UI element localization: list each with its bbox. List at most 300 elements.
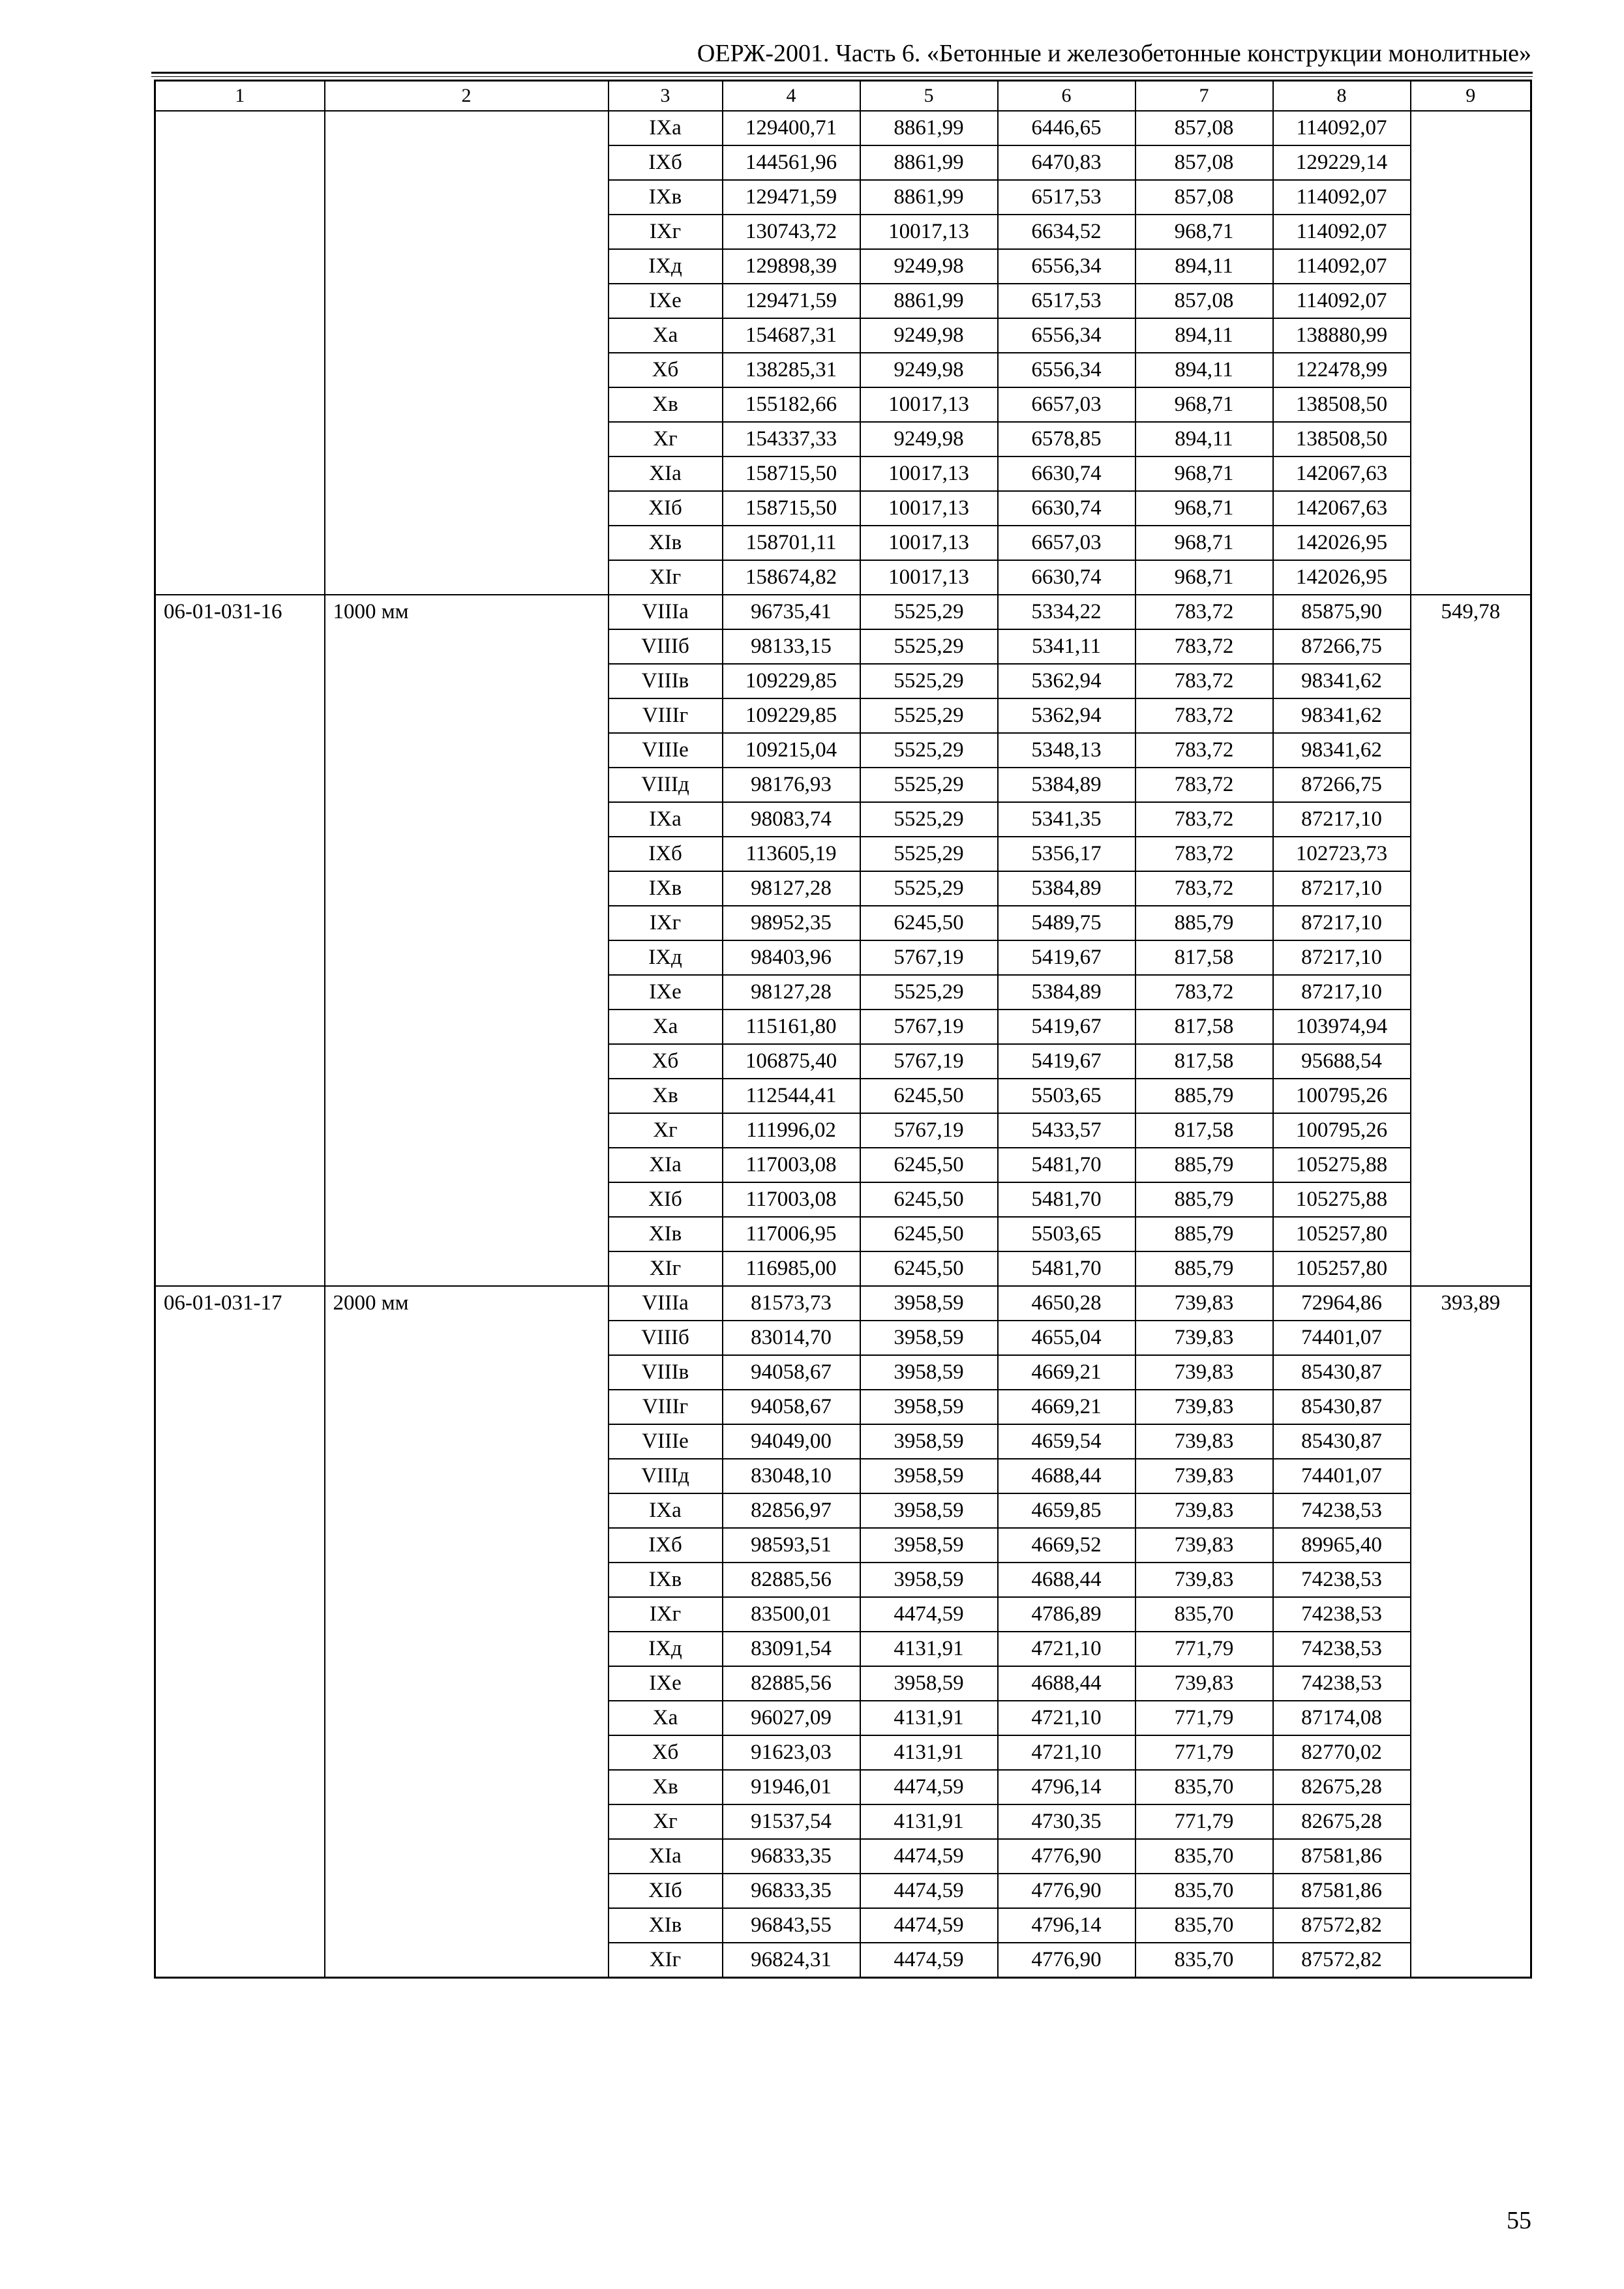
table-row (155, 1286, 1531, 1321)
value-cell: 5341,11 (998, 629, 1135, 664)
value-cell: 5767,19 (860, 1010, 998, 1044)
value-cell: 102723,73 (1273, 837, 1411, 871)
value-cell: 6657,03 (998, 387, 1135, 422)
zone-cell: IXa (609, 111, 723, 145)
value-cell: 4474,59 (860, 1908, 998, 1943)
value-cell: 74238,53 (1273, 1666, 1411, 1701)
value-cell: 5481,70 (998, 1182, 1135, 1217)
zone-cell: XIв (609, 1217, 723, 1251)
value-cell: 74238,53 (1273, 1632, 1411, 1666)
value-cell: 783,72 (1135, 629, 1273, 664)
value-cell: 5525,29 (860, 837, 998, 871)
value-cell: 87217,10 (1273, 906, 1411, 940)
value-cell: 72964,86 (1273, 1286, 1411, 1321)
zone-cell: IXб (609, 1528, 723, 1563)
zone-cell: VIIIд (609, 768, 723, 802)
value-cell: 98133,15 (723, 629, 860, 664)
value-cell: 885,79 (1135, 1182, 1273, 1217)
value-cell: 82885,56 (723, 1666, 860, 1701)
value-cell: 142067,63 (1273, 456, 1411, 491)
value-cell: 6556,34 (998, 318, 1135, 353)
value-cell: 87581,86 (1273, 1874, 1411, 1908)
value-cell: 94058,67 (723, 1390, 860, 1424)
value-cell: 98127,28 (723, 975, 860, 1010)
zone-cell: IXa (609, 1493, 723, 1528)
value-cell: 885,79 (1135, 1148, 1273, 1182)
value-cell: 10017,13 (860, 456, 998, 491)
column-number-cell: 8 (1273, 81, 1411, 112)
zone-cell: Xб (609, 1044, 723, 1079)
value-cell: 4776,90 (998, 1943, 1135, 1978)
value-cell: 968,71 (1135, 560, 1273, 595)
value-cell: 4721,10 (998, 1735, 1135, 1770)
zone-cell: IXб (609, 837, 723, 871)
value-cell: 83014,70 (723, 1321, 860, 1355)
value-cell: 10017,13 (860, 526, 998, 560)
value-cell: 138880,99 (1273, 318, 1411, 353)
zone-cell: IXa (609, 802, 723, 837)
zone-cell: VIIIв (609, 664, 723, 698)
value-cell: 8861,99 (860, 145, 998, 180)
value-cell: 4688,44 (998, 1563, 1135, 1597)
table-row (155, 595, 1531, 629)
value-cell: 4655,04 (998, 1321, 1135, 1355)
value-cell: 4796,14 (998, 1770, 1135, 1804)
value-cell: 87217,10 (1273, 940, 1411, 975)
value-cell: 83048,10 (723, 1459, 860, 1493)
value-cell: 783,72 (1135, 768, 1273, 802)
value-cell: 9249,98 (860, 249, 998, 284)
value-cell: 5348,13 (998, 733, 1135, 768)
value-cell: 6634,52 (998, 215, 1135, 249)
zone-cell: XIa (609, 1839, 723, 1874)
value-cell: 4669,21 (998, 1355, 1135, 1390)
value-cell: 96843,55 (723, 1908, 860, 1943)
zone-cell: XIв (609, 1908, 723, 1943)
value-cell: 739,83 (1135, 1390, 1273, 1424)
value-cell: 129229,14 (1273, 145, 1411, 180)
value-cell: 106875,40 (723, 1044, 860, 1079)
column-number-cell: 1 (155, 81, 325, 112)
value-cell: 5489,75 (998, 906, 1135, 940)
value-cell: 6245,50 (860, 1079, 998, 1113)
value-cell: 739,83 (1135, 1666, 1273, 1701)
value-cell: 109229,85 (723, 698, 860, 733)
value-cell: 885,79 (1135, 1217, 1273, 1251)
value-cell: 154337,33 (723, 422, 860, 456)
value-cell: 142026,95 (1273, 526, 1411, 560)
value-cell: 6517,53 (998, 284, 1135, 318)
value-cell: 114092,07 (1273, 249, 1411, 284)
item-code-cell: 06-01-031-16 (155, 595, 325, 1286)
value-cell: 129471,59 (723, 180, 860, 215)
value-cell: 5419,67 (998, 1010, 1135, 1044)
value-cell: 115161,80 (723, 1010, 860, 1044)
zone-cell: XIб (609, 1182, 723, 1217)
value-cell: 6446,65 (998, 111, 1135, 145)
zone-cell: VIIIв (609, 1355, 723, 1390)
value-cell: 4474,59 (860, 1874, 998, 1908)
table-row (155, 111, 1531, 145)
value-cell: 4776,90 (998, 1874, 1135, 1908)
value-cell: 96833,35 (723, 1874, 860, 1908)
zone-cell: IXд (609, 249, 723, 284)
value-cell: 857,08 (1135, 145, 1273, 180)
header-rule-thin (151, 76, 1533, 77)
value-cell: 87217,10 (1273, 975, 1411, 1010)
value-cell: 6578,85 (998, 422, 1135, 456)
value-cell: 771,79 (1135, 1701, 1273, 1735)
zone-cell: XIг (609, 1251, 723, 1286)
value-cell: 94049,00 (723, 1424, 860, 1459)
value-cell: 74238,53 (1273, 1597, 1411, 1632)
value-cell: 739,83 (1135, 1424, 1273, 1459)
item-name-cell: 1000 мм (325, 595, 609, 1286)
value-cell: 835,70 (1135, 1943, 1273, 1978)
value-cell: 158674,82 (723, 560, 860, 595)
value-cell: 4131,91 (860, 1632, 998, 1666)
value-cell: 155182,66 (723, 387, 860, 422)
value-cell: 105275,88 (1273, 1182, 1411, 1217)
value-cell: 857,08 (1135, 111, 1273, 145)
value-cell: 91946,01 (723, 1770, 860, 1804)
value-cell: 4796,14 (998, 1908, 1135, 1943)
value-cell: 5525,29 (860, 698, 998, 733)
value-cell: 6245,50 (860, 906, 998, 940)
value-cell: 5334,22 (998, 595, 1135, 629)
value-cell: 3958,59 (860, 1493, 998, 1528)
value-cell: 4474,59 (860, 1839, 998, 1874)
zone-cell: IXг (609, 1597, 723, 1632)
value-cell: 10017,13 (860, 215, 998, 249)
value-cell: 98176,93 (723, 768, 860, 802)
value-cell: 144561,96 (723, 145, 860, 180)
value-cell: 111996,02 (723, 1113, 860, 1148)
value-cell: 5525,29 (860, 975, 998, 1010)
value-cell: 6470,83 (998, 145, 1135, 180)
value-cell: 138508,50 (1273, 387, 1411, 422)
value-cell: 109215,04 (723, 733, 860, 768)
zone-cell: IXe (609, 1666, 723, 1701)
value-cell: 100795,26 (1273, 1113, 1411, 1148)
value-cell: 142026,95 (1273, 560, 1411, 595)
zone-cell: XIб (609, 491, 723, 526)
zone-cell: IXг (609, 906, 723, 940)
value-cell: 817,58 (1135, 1010, 1273, 1044)
value-cell: 87581,86 (1273, 1839, 1411, 1874)
value-cell: 894,11 (1135, 422, 1273, 456)
value-cell: 4131,91 (860, 1701, 998, 1735)
item-name-cell (325, 111, 609, 595)
column-number-cell: 5 (860, 81, 998, 112)
value-cell: 835,70 (1135, 1874, 1273, 1908)
value-cell: 117003,08 (723, 1148, 860, 1182)
zone-cell: Xв (609, 1079, 723, 1113)
value-cell: 783,72 (1135, 837, 1273, 871)
value-cell: 3958,59 (860, 1355, 998, 1390)
value-cell: 783,72 (1135, 664, 1273, 698)
value-cell: 96833,35 (723, 1839, 860, 1874)
value-cell: 96027,09 (723, 1701, 860, 1735)
column-number-cell: 6 (998, 81, 1135, 112)
value-cell: 98341,62 (1273, 733, 1411, 768)
value-cell: 82675,28 (1273, 1770, 1411, 1804)
value-cell: 783,72 (1135, 698, 1273, 733)
page-number: 55 (1507, 2207, 1531, 2234)
value-cell: 10017,13 (860, 491, 998, 526)
value-cell: 98403,96 (723, 940, 860, 975)
value-cell: 5525,29 (860, 802, 998, 837)
zone-cell: IXг (609, 215, 723, 249)
value-cell: 87572,82 (1273, 1943, 1411, 1978)
value-cell: 114092,07 (1273, 284, 1411, 318)
value-cell: 129898,39 (723, 249, 860, 284)
value-cell: 739,83 (1135, 1528, 1273, 1563)
value-cell: 109229,85 (723, 664, 860, 698)
zone-cell: XIг (609, 560, 723, 595)
value-cell: 98341,62 (1273, 698, 1411, 733)
value-cell: 835,70 (1135, 1770, 1273, 1804)
value-cell: 130743,72 (723, 215, 860, 249)
value-cell: 4776,90 (998, 1839, 1135, 1874)
column-number-cell: 2 (325, 81, 609, 112)
value-cell: 3958,59 (860, 1390, 998, 1424)
value-cell: 739,83 (1135, 1563, 1273, 1597)
value-cell: 739,83 (1135, 1321, 1273, 1355)
value-cell: 739,83 (1135, 1459, 1273, 1493)
value-cell: 8861,99 (860, 111, 998, 145)
value-cell: 783,72 (1135, 871, 1273, 906)
value-cell: 85430,87 (1273, 1355, 1411, 1390)
value-cell: 5362,94 (998, 698, 1135, 733)
value-cell: 158715,50 (723, 491, 860, 526)
value-cell: 6556,34 (998, 249, 1135, 284)
value-cell: 98341,62 (1273, 664, 1411, 698)
zone-cell: IXe (609, 284, 723, 318)
value-cell: 98593,51 (723, 1528, 860, 1563)
value-cell: 116985,00 (723, 1251, 860, 1286)
value-cell: 82675,28 (1273, 1804, 1411, 1839)
zone-cell: IXд (609, 940, 723, 975)
value-cell: 783,72 (1135, 802, 1273, 837)
value-cell: 968,71 (1135, 215, 1273, 249)
value-cell: 4474,59 (860, 1597, 998, 1632)
value-cell: 83091,54 (723, 1632, 860, 1666)
header-rule (151, 72, 1533, 74)
value-cell: 105257,80 (1273, 1251, 1411, 1286)
value-cell: 857,08 (1135, 180, 1273, 215)
value-cell: 105275,88 (1273, 1148, 1411, 1182)
value-cell: 5525,29 (860, 871, 998, 906)
zone-cell: IXв (609, 1563, 723, 1597)
zone-cell: Xг (609, 422, 723, 456)
zone-cell: VIIIa (609, 1286, 723, 1321)
zone-cell: VIIIб (609, 629, 723, 664)
table-body (155, 81, 1531, 1978)
value-cell: 5525,29 (860, 733, 998, 768)
value-cell: 91537,54 (723, 1804, 860, 1839)
page-header-title: ОЕРЖ-2001. Часть 6. «Бетонные и железобетонные конструкции монолитные» (697, 40, 1531, 67)
zone-cell: IXб (609, 145, 723, 180)
value-cell: 5767,19 (860, 1044, 998, 1079)
value-cell: 5481,70 (998, 1251, 1135, 1286)
value-cell: 8861,99 (860, 284, 998, 318)
zone-cell: Xг (609, 1113, 723, 1148)
value-cell: 3958,59 (860, 1424, 998, 1459)
value-cell: 74238,53 (1273, 1493, 1411, 1528)
zone-cell: XIa (609, 1148, 723, 1182)
value-cell: 4688,44 (998, 1666, 1135, 1701)
value-cell: 6630,74 (998, 491, 1135, 526)
value-cell: 82770,02 (1273, 1735, 1411, 1770)
value-cell: 138285,31 (723, 353, 860, 387)
value-cell: 4730,35 (998, 1804, 1135, 1839)
column-number-row (155, 81, 1531, 112)
value-cell: 114092,07 (1273, 180, 1411, 215)
value-cell: 3958,59 (860, 1321, 998, 1355)
value-cell: 74401,07 (1273, 1321, 1411, 1355)
value-cell: 74401,07 (1273, 1459, 1411, 1493)
value-cell: 5767,19 (860, 940, 998, 975)
zone-cell: Xб (609, 353, 723, 387)
column-number-cell: 4 (723, 81, 860, 112)
value-cell: 771,79 (1135, 1632, 1273, 1666)
value-cell: 154687,31 (723, 318, 860, 353)
value-cell: 10017,13 (860, 387, 998, 422)
value-cell: 5481,70 (998, 1148, 1135, 1182)
value-cell: 114092,07 (1273, 215, 1411, 249)
value-cell: 4474,59 (860, 1770, 998, 1804)
value-cell: 5419,67 (998, 940, 1135, 975)
value-cell: 87266,75 (1273, 629, 1411, 664)
value-cell: 85875,90 (1273, 595, 1411, 629)
value-cell: 4131,91 (860, 1735, 998, 1770)
value-cell: 6630,74 (998, 456, 1135, 491)
value-cell: 112544,41 (723, 1079, 860, 1113)
value-cell: 6657,03 (998, 526, 1135, 560)
item-code-cell: 06-01-031-17 (155, 1286, 325, 1978)
value-cell: 739,83 (1135, 1355, 1273, 1390)
value-cell: 87174,08 (1273, 1701, 1411, 1735)
value-cell: 894,11 (1135, 318, 1273, 353)
value-cell: 4650,28 (998, 1286, 1135, 1321)
labor-cost-cell (1411, 111, 1531, 595)
labor-cost-cell: 549,78 (1411, 595, 1531, 1286)
value-cell: 4669,21 (998, 1390, 1135, 1424)
value-cell: 885,79 (1135, 906, 1273, 940)
column-number-cell: 3 (609, 81, 723, 112)
value-cell: 96824,31 (723, 1943, 860, 1978)
value-cell: 835,70 (1135, 1839, 1273, 1874)
value-cell: 5356,17 (998, 837, 1135, 871)
value-cell: 5384,89 (998, 975, 1135, 1010)
value-cell: 87217,10 (1273, 871, 1411, 906)
value-cell: 5362,94 (998, 664, 1135, 698)
zone-cell: VIIIa (609, 595, 723, 629)
value-cell: 835,70 (1135, 1908, 1273, 1943)
value-cell: 817,58 (1135, 1113, 1273, 1148)
value-cell: 5384,89 (998, 768, 1135, 802)
value-cell: 100795,26 (1273, 1079, 1411, 1113)
value-cell: 9249,98 (860, 353, 998, 387)
value-cell: 894,11 (1135, 249, 1273, 284)
value-cell: 117006,95 (723, 1217, 860, 1251)
zone-cell: IXв (609, 180, 723, 215)
value-cell: 117003,08 (723, 1182, 860, 1217)
value-cell: 129471,59 (723, 284, 860, 318)
value-cell: 4688,44 (998, 1459, 1135, 1493)
value-cell: 783,72 (1135, 733, 1273, 768)
value-cell: 81573,73 (723, 1286, 860, 1321)
value-cell: 98952,35 (723, 906, 860, 940)
value-cell: 96735,41 (723, 595, 860, 629)
zone-cell: VIIIг (609, 698, 723, 733)
value-cell: 9249,98 (860, 422, 998, 456)
value-cell: 835,70 (1135, 1597, 1273, 1632)
value-cell: 4659,54 (998, 1424, 1135, 1459)
zone-cell: VIIIe (609, 1424, 723, 1459)
value-cell: 968,71 (1135, 456, 1273, 491)
value-cell: 3958,59 (860, 1563, 998, 1597)
value-cell: 87217,10 (1273, 802, 1411, 837)
value-cell: 5767,19 (860, 1113, 998, 1148)
item-code-cell (155, 111, 325, 595)
value-cell: 3958,59 (860, 1459, 998, 1493)
value-cell: 113605,19 (723, 837, 860, 871)
value-cell: 739,83 (1135, 1493, 1273, 1528)
price-table (154, 80, 1532, 1979)
value-cell: 5503,65 (998, 1217, 1135, 1251)
value-cell: 114092,07 (1273, 111, 1411, 145)
zone-cell: IXв (609, 871, 723, 906)
value-cell: 82856,97 (723, 1493, 860, 1528)
value-cell: 817,58 (1135, 940, 1273, 975)
zone-cell: XIa (609, 456, 723, 491)
value-cell: 5503,65 (998, 1079, 1135, 1113)
zone-cell: Xв (609, 387, 723, 422)
zone-cell: Xa (609, 1701, 723, 1735)
value-cell: 91623,03 (723, 1735, 860, 1770)
value-cell: 95688,54 (1273, 1044, 1411, 1079)
value-cell: 98083,74 (723, 802, 860, 837)
value-cell: 98127,28 (723, 871, 860, 906)
value-cell: 94058,67 (723, 1355, 860, 1390)
value-cell: 142067,63 (1273, 491, 1411, 526)
zone-cell: IXe (609, 975, 723, 1010)
value-cell: 4659,85 (998, 1493, 1135, 1528)
zone-cell: XIг (609, 1943, 723, 1978)
value-cell: 87266,75 (1273, 768, 1411, 802)
value-cell: 885,79 (1135, 1079, 1273, 1113)
value-cell: 857,08 (1135, 284, 1273, 318)
value-cell: 6245,50 (860, 1251, 998, 1286)
value-cell: 894,11 (1135, 353, 1273, 387)
value-cell: 74238,53 (1273, 1563, 1411, 1597)
value-cell: 771,79 (1135, 1804, 1273, 1839)
zone-cell: VIIIб (609, 1321, 723, 1355)
zone-cell: Xг (609, 1804, 723, 1839)
value-cell: 6245,50 (860, 1182, 998, 1217)
value-cell: 129400,71 (723, 111, 860, 145)
value-cell: 783,72 (1135, 595, 1273, 629)
value-cell: 5433,57 (998, 1113, 1135, 1148)
value-cell: 5525,29 (860, 595, 998, 629)
value-cell: 4131,91 (860, 1804, 998, 1839)
zone-cell: VIIIг (609, 1390, 723, 1424)
zone-cell: Xa (609, 318, 723, 353)
value-cell: 158701,11 (723, 526, 860, 560)
value-cell: 6245,50 (860, 1148, 998, 1182)
